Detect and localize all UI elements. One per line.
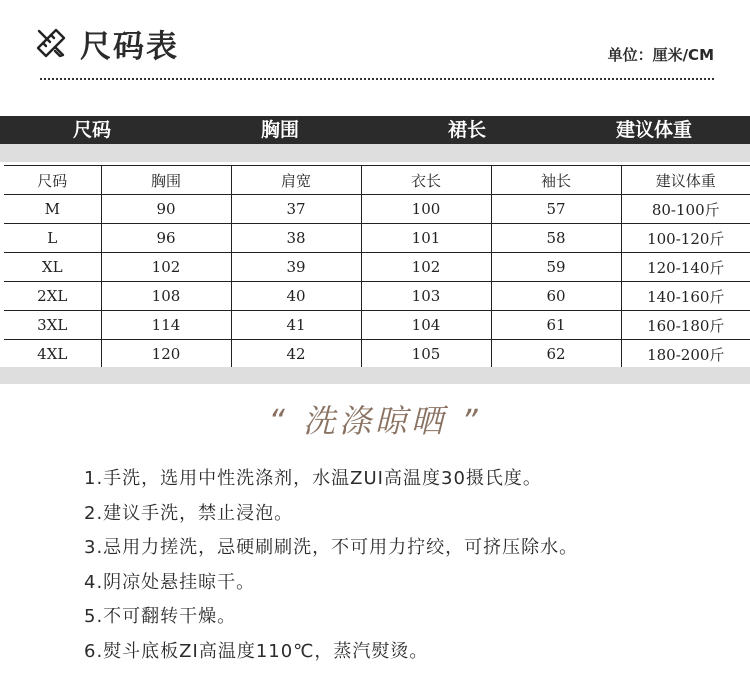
list-item: 1.手洗，选用中性洗涤剂，水温ZUI高温度30摄氏度。 — [84, 468, 542, 489]
table-cell: 58 — [491, 224, 621, 253]
table-cell: 41 — [231, 311, 361, 340]
table-cell: 160-180斤 — [621, 311, 750, 340]
table-row — [4, 224, 750, 253]
table-row — [4, 195, 750, 224]
table-cell: 104 — [361, 311, 491, 340]
ruler-pencil-icon — [34, 26, 68, 60]
band-label-weight: 建议体重 — [615, 119, 692, 141]
table-cell: 4XL — [4, 340, 101, 369]
summary-header-band — [0, 116, 750, 144]
table-row — [4, 282, 750, 311]
table-cell: 120-140斤 — [621, 253, 750, 282]
wash-instructions-list — [84, 462, 578, 669]
grey-spacer-bottom — [0, 367, 750, 384]
table-cell: M — [4, 195, 101, 224]
band-label-size: 尺码 — [72, 119, 111, 141]
table-cell: XL — [4, 253, 101, 282]
table-cell: 62 — [491, 340, 621, 369]
table-row — [4, 311, 750, 340]
table-cell: 42 — [231, 340, 361, 369]
table-cell: 105 — [361, 340, 491, 369]
dotted-divider — [40, 78, 714, 80]
table-cell: 90 — [101, 195, 231, 224]
table-cell: 37 — [231, 195, 361, 224]
list-item: 3.忌用力搓洗，忌硬刷刷洗，不可用力拧绞，可挤压除水。 — [84, 537, 579, 558]
table-cell: 108 — [101, 282, 231, 311]
table-cell: 57 — [491, 195, 621, 224]
table-cell: 100 — [361, 195, 491, 224]
table-cell: L — [4, 224, 101, 253]
wash-section-title: “ 洗涤晾晒 ” — [268, 402, 482, 440]
table-cell: 61 — [491, 311, 621, 340]
band-label-skirt-length: 裙长 — [447, 119, 486, 141]
column-header: 尺码 — [4, 166, 101, 195]
list-item: 4.阴凉处悬挂晾干。 — [84, 571, 256, 593]
column-header: 袖长 — [491, 166, 621, 195]
band-label-chest: 胸围 — [260, 119, 299, 141]
table-cell: 102 — [101, 253, 231, 282]
grey-spacer-top — [0, 144, 750, 162]
table-cell: 100-120斤 — [621, 224, 750, 253]
table-cell: 180-200斤 — [621, 340, 750, 369]
column-header: 建议体重 — [621, 166, 750, 195]
table-cell: 39 — [231, 253, 361, 282]
table-cell: 96 — [101, 224, 231, 253]
table-cell: 103 — [361, 282, 491, 311]
table-cell: 60 — [491, 282, 621, 311]
page-title: 尺码表 — [80, 28, 179, 65]
list-item: 2.建议手洗，禁止浸泡。 — [84, 502, 294, 524]
table-cell: 120 — [101, 340, 231, 369]
table-cell: 3XL — [4, 311, 101, 340]
column-header: 衣长 — [361, 166, 491, 195]
table-cell: 80-100斤 — [621, 195, 750, 224]
unit-label: 单位：厘米/CM — [607, 46, 714, 64]
list-item: 5.不可翻转干燥。 — [84, 606, 237, 627]
column-header: 胸围 — [101, 166, 231, 195]
size-table — [4, 165, 750, 369]
table-cell: 40 — [231, 282, 361, 311]
table-header-row — [4, 166, 750, 195]
table-cell: 38 — [231, 224, 361, 253]
table-cell: 102 — [361, 253, 491, 282]
table-cell: 2XL — [4, 282, 101, 311]
list-item: 6.熨斗底板ZI高温度110℃，蒸汽熨烫。 — [84, 640, 429, 662]
table-cell: 114 — [101, 311, 231, 340]
table-row — [4, 253, 750, 282]
table-cell: 59 — [491, 253, 621, 282]
page-header — [34, 20, 179, 66]
table-row — [4, 340, 750, 369]
table-cell: 140-160斤 — [621, 282, 750, 311]
table-cell: 101 — [361, 224, 491, 253]
column-header: 肩宽 — [231, 166, 361, 195]
